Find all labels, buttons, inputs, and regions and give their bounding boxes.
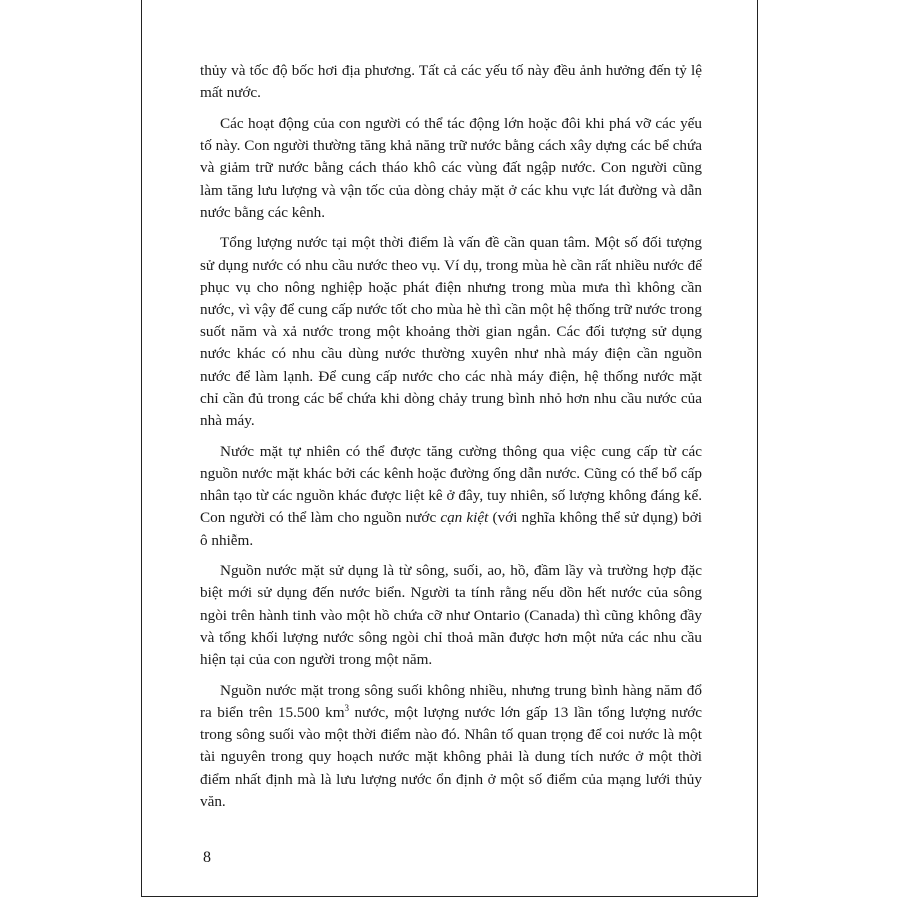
paragraph-6-text-a: Nguồn nước mặt trong sông suối không nhiều, nhưng trung bình hàng năm đổ ra biển trên 15.500 km xyxy=(200,681,702,721)
paragraph-1: thủy và tốc độ bốc hơi địa phương. Tất cả các yếu tố này đều ảnh hưởng đến tỷ lệ mất nước. xyxy=(200,62,702,102)
superscript-cubed: 3 xyxy=(344,702,350,713)
paragraph-4 xyxy=(200,441,702,552)
paragraph-3: Tổng lượng nước tại một thời điểm là vấn đề cần quan tâm. Một số đối tượng sử dụng nước có nhu cầu nước theo vụ. Ví dụ, trong mùa hè cần rất nhiều nước để phục vụ cho nông nghiệp hoặc phát điện nhưng trong mùa mưa thì không cần nước, vì vậy để cung cấp nước tốt cho mùa hè thì cần một hệ thống trữ nước trong suốt năm và xả nước trong một khoảng thời gian ngắn. Các đối tượng sử dụng nước khác có nhu cầu dùng nước thường xuyên như nhà máy điện cần nguồn nước để làm lạnh. Để cung cấp nước cho các nhà máy điện, hệ thống nước mặt chỉ cần đủ trong các bể chứa khi dòng chảy trung bình nhỏ hơn nhu cầu nước của nhà máy. xyxy=(200,234,702,430)
paragraph-6 xyxy=(200,680,702,813)
book-page xyxy=(141,0,758,897)
page-number: 8 xyxy=(203,849,211,866)
paragraph-2: Các hoạt động của con người có thể tác động lớn hoặc đôi khi phá vỡ các yếu tố này. Con người thường tăng khả năng trữ nước bằng cách xây dựng các bể chứa và giảm trữ nước bằng cách tháo khô các vùng đất ngập nước. Con người cũng làm tăng lưu lượng và vận tốc của dòng chảy mặt ở các khu vực lát đường và dẫn nước bằng các kênh. xyxy=(200,114,702,221)
paragraph-4-text-a: Nước mặt tự nhiên có thể được tăng cường thông qua việc cung cấp từ các nguồn nước mặt khác bởi các kênh hoặc đường ống dẫn nước. Cũng có thể bổ cấp nhân tạo từ các nguồn khác được liệt kê ở đây, tuy nhiên, số lượng không đáng kể. Con người có thể làm cho nguồn nước xyxy=(200,442,702,527)
italic-term: cạn kiệt xyxy=(440,509,489,527)
paragraph-6-text-b: nước, một lượng nước lớn gấp 13 lần tổng lượng nước trong sông suối vào một thời điểm nào đó. Nhân tố quan trọng để coi nước là một tài nguyên trong quy hoạch nước mặt không phải là dung tích nước ở một thời điểm nhất định mà là lưu lượng nước ổn định ở một số điểm của mạng lưới thủy văn. xyxy=(200,703,702,810)
paragraph-4-text-b: (với nghĩa không thể sử dụng) bởi ô nhiễm. xyxy=(200,509,702,549)
paragraph-5: Nguồn nước mặt sử dụng là từ sông, suối, ao, hồ, đầm lầy và trường hợp đặc biệt mới sử dụng đến nước biển. Người ta tính rằng nếu dồn hết nước của sông ngòi trên hành tinh vào một hồ chứa cỡ như Ontario (Canada) thì cũng không đầy và tổng khối lượng nước sông ngòi chỉ thoả mãn được hơn một nửa các nhu cầu hiện tại của con người trong một năm. xyxy=(200,562,702,669)
body-text xyxy=(200,60,702,822)
